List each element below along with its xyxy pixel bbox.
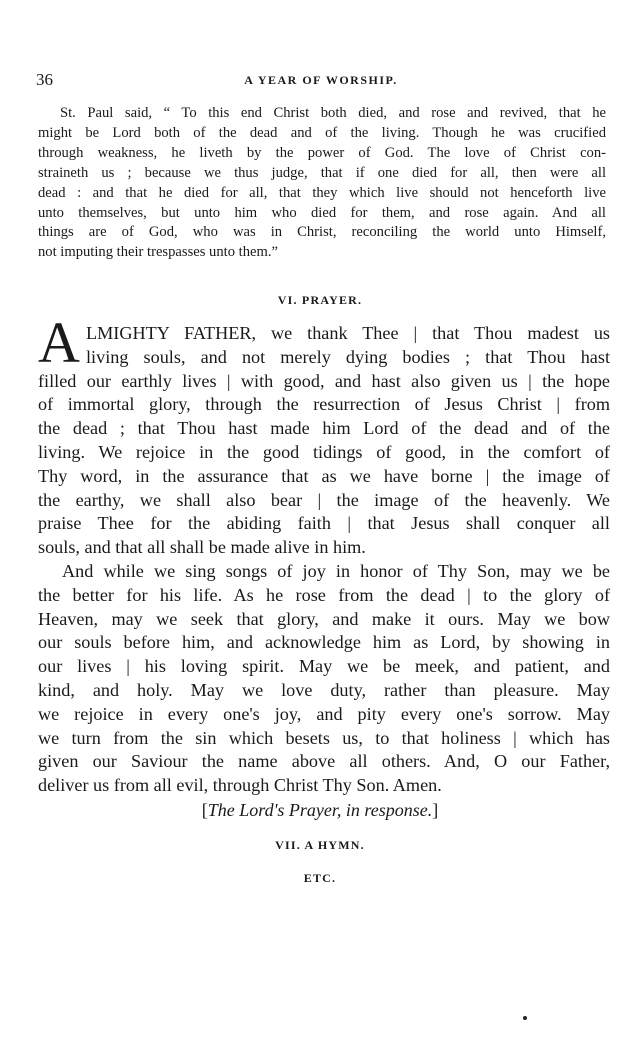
closing-etc: ETC. [303,871,337,885]
quote-line: unto themselves, but unto him who died for them, and rose again. And all [38,204,606,221]
prayer-line: And while we sing songs of joy in honor of Thy Son, may we be [62,560,610,581]
quote-line: dead : and that he died for all, that they which live should not henceforth live [38,184,606,201]
prayer-line: Heaven, may we seek that glory, and make it ours. May we bow [38,608,610,629]
prayer-heading: VI. PRAYER. [277,293,363,307]
prayer-line: we rejoice in every one's joy, and pity every one's sorrow. May [38,703,610,724]
prayer-line: deliver us from all evil, through Christ Thy Son. Amen. [38,775,442,796]
running-head [36,70,606,94]
hymn-heading: VII. A HYMN. [275,838,365,852]
prayer-line: LMIGHTY FATHER, we thank Thee | that Thou madest us [86,323,610,343]
quote-line: might be Lord both of the dead and of the living. Though he was crucified [38,124,606,141]
prayer-line: the better for his life. As he rose from the dead | to the glory of [38,584,610,605]
drop-cap: A [38,310,80,375]
prayer-line: souls, and that all shall be made alive in him. [38,537,366,558]
prayer-line: praise Thee for the abiding faith | that Jesus shall conquer all [38,513,610,534]
prayer-line: the earthy, we shall also bear | the image of the heavenly. We [38,489,610,510]
ink-speck [523,1016,527,1020]
quote-line: St. Paul said, “ To this end Christ both died, and rose and revived, that he [60,105,606,121]
prayer-line: the dead ; that Thou hast made him Lord of the dead and of the [38,418,610,439]
prayer-line: of immortal glory, through the resurrection of Jesus Christ | from [38,394,610,415]
prayer-line: kind, and holy. May we love duty, rather than pleasure. May [38,679,610,700]
prayer-line: living souls, and not merely dying bodies ; that Thou hast [86,346,610,367]
quote-line: not imputing their trespasses unto them.” [38,244,278,261]
prayer-line: our souls before him, and acknowledge him as Lord, by showing in [38,632,610,653]
prayer-text [38,322,610,798]
response-rubric [0,800,640,821]
prayer-line: living. We rejoice in the good tidings of good, in the comfort of [38,441,610,462]
prayer-line: given our Saviour the name above all others. And, O our Father, [38,751,610,772]
open-bracket: [ [201,800,208,820]
scripture-quote [38,104,606,263]
page-number: 36 [36,70,53,89]
close-bracket: ] [432,800,439,820]
quote-line: through weakness, he liveth by the power of God. The love of Christ con- [38,144,606,161]
response-text: The Lord's Prayer, in response. [207,800,433,820]
book-title: A YEAR OF WORSHIP. [244,73,398,87]
quote-line: straineth us ; because we thus judge, that if one died for all, then were all [38,164,606,181]
prayer-line: we turn from the sin which besets us, to that holiness | which has [38,727,610,748]
prayer-line: Thy word, in the assurance that as we have borne | the image of [38,465,610,486]
prayer-line: filled our earthly lives | with good, and hast also given us | the hope [38,370,610,391]
prayer-line: our lives | his loving spirit. May we be meek, and patient, and [38,656,610,677]
quote-line: things are of God, who was in Christ, reconciling the world unto Himself, [38,224,606,241]
